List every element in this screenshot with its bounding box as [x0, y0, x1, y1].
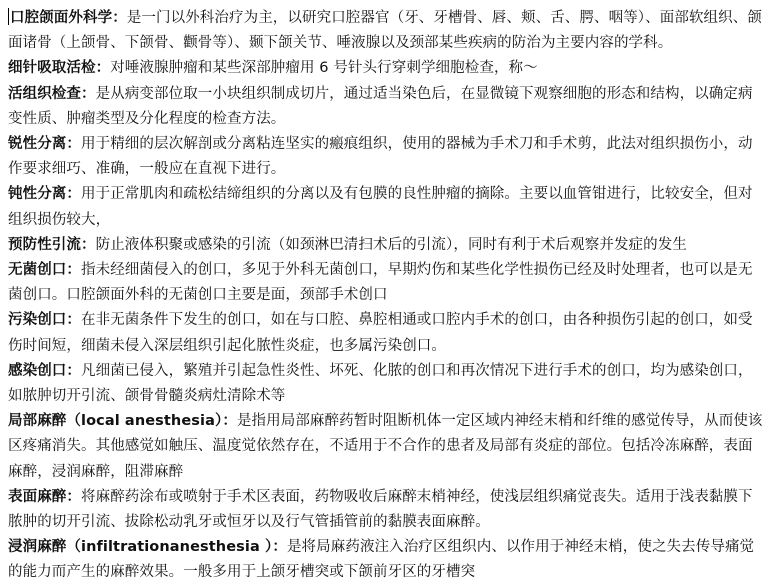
entry-local-anesthesia	[8, 409, 765, 485]
term-definition: 对唾液腺肿瘤和某些深部肿瘤用 6 号针头行穿刺学细胞检查，称～	[110, 60, 538, 77]
term-label: 局部麻醉（local anesthesia）：	[8, 413, 237, 430]
entry-contaminated-wound	[8, 308, 765, 358]
term-definition: 是从病变部位取一小块组织制成切片，通过适当染色后，在显微镜下观察细胞的形态和结构，以确定病变性质、肿瘤类型及分化程度的检查方法。	[8, 85, 753, 127]
entry-infected-wound	[8, 359, 765, 409]
entry-oral-maxillofacial-surgery	[8, 6, 765, 56]
term-definition: 是指用局部麻醉药暂时阻断机体一定区域内神经末梢和纤维的感觉传导，从而使该区疼痛消失。其他感觉如触压、温度觉依然存在，不适用于不合作的患者及局部有炎症的部位。包括冷冻麻醉，表面麻醉，浸润麻醉，阻滞麻醉	[8, 413, 763, 480]
term-definition: 是将局麻药液注入治疗区组织内、以作用于神经末梢，使之失去传导痛觉的能力而产生的麻醉效果。一般多用于上颌牙槽突或下颌前牙区的牙槽突	[8, 539, 755, 581]
entry-aseptic-wound	[8, 258, 765, 308]
term-label: 表面麻醉：	[8, 488, 81, 505]
term-label: 活组织检查：	[8, 85, 96, 102]
term-definition: 在非无菌条件下发生的创口，如在与口腔、鼻腔相通或口腔内手术的创口，由各种损伤引起的创口，如受伤时间短，细菌未侵入深层组织引起化脓性炎症，也多属污染创口。	[8, 312, 753, 354]
term-label: 预防性引流：	[8, 236, 96, 253]
term-definition: 将麻醉药涂布或喷射于手术区表面，药物吸收后麻醉末梢神经，使浅层组织痛觉丧失。适用于浅表黏膜下脓肿的切开引流、拔除松动乳牙或恒牙以及行气管插管前的黏膜表面麻醉。	[8, 488, 753, 531]
entry-sharp-dissection	[8, 132, 765, 182]
entry-infiltration-anesthesia	[8, 535, 765, 585]
term-label: 钝性分离：	[8, 186, 81, 203]
term-label: 无菌创口：	[8, 262, 81, 279]
term-definition: 用于精细的层次解剖或分离粘连坚实的瘢痕组织，使用的器械为手术刀和手术剪，此法对组织损伤小，动作要求细巧、准确，一般应在直视下进行。	[8, 136, 753, 178]
term-label: 浸润麻醉（infiltrationanesthesia ）：	[8, 539, 287, 556]
text-cursor	[8, 8, 9, 25]
entry-topical-anesthesia	[8, 485, 765, 535]
term-definition: 是一门以外科治疗为主，以研究口腔器官（牙、牙槽骨、唇、颊、舌、腭、咽等）、面部软组织、颌面诸骨（上颌骨、下颌骨、颧骨等）、颞下颌关节、唾液腺以及颈部某些疾病的防治为主要内容的学科。	[8, 10, 762, 52]
term-definition: 凡细菌已侵入，繁殖并引起急性炎性、坏死、化脓的创口和再次情况下进行手术的创口，均为感染创口，如脓肿切开引流、颌骨骨髓炎病灶清除术等	[8, 362, 753, 405]
entry-preventive-drainage	[8, 233, 765, 258]
term-label: 口腔颌面外科学：	[10, 10, 127, 26]
entry-biopsy	[8, 82, 765, 132]
entry-blunt-dissection	[8, 182, 765, 232]
entry-fine-needle-aspiration	[8, 56, 765, 81]
term-definition: 指未经细菌侵入的创口，多见于外科无菌创口，早期灼伤和某些化学性损伤已经及时处理者，也可以是无菌创口。口腔颌面外科的无菌创口主要是面，颈部手术创口	[8, 262, 753, 304]
term-label: 感染创口：	[8, 362, 81, 379]
term-definition: 防止液体积聚或感染的引流（如颈淋巴清扫术后的引流），同时有利于术后观察并发症的发生	[95, 236, 687, 253]
term-label: 细针吸取活检：	[8, 60, 111, 77]
term-label: 锐性分离：	[8, 136, 81, 153]
term-label: 污染创口：	[8, 312, 81, 329]
term-definition: 用于正常肌肉和疏松结缔组织的分离以及有包膜的良性肿瘤的摘除。主要以血管钳进行，比较安全，但对组织损伤较大，	[8, 186, 753, 228]
